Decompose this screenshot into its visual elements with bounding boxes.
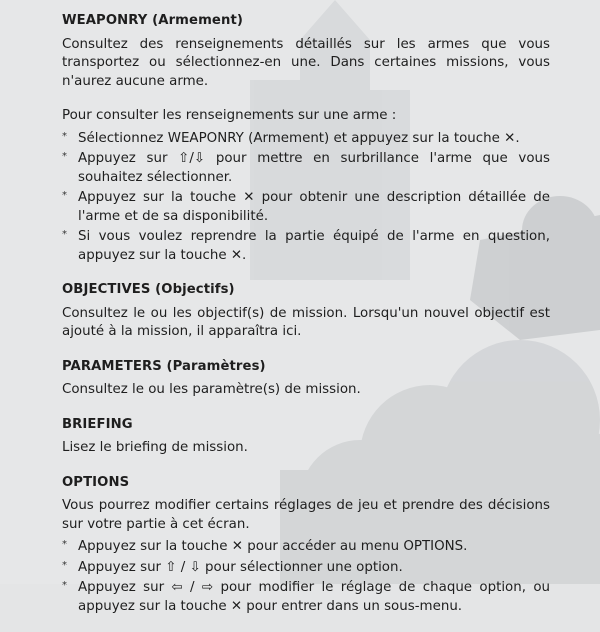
list-item	[62, 189, 550, 226]
weaponry-heading: WEAPONRY (Armement)	[62, 13, 243, 28]
parameters-text: Consultez le ou les paramètre(s) de mission.	[62, 382, 361, 397]
list-item	[62, 538, 550, 557]
list-item	[62, 130, 550, 149]
options-intro: Vous pourrez modifier certains réglages de jeu et prendre des décisions sur votre partie à cet écran.	[62, 498, 550, 532]
asterisk-icon: *	[62, 539, 67, 550]
asterisk-icon: *	[62, 559, 67, 571]
objectives-heading: OBJECTIVES (Objectifs)	[62, 282, 235, 297]
weaponry-lead: Pour consulter les renseignements sur une arme :	[62, 108, 397, 123]
asterisk-icon: *	[62, 130, 67, 142]
asterisk-icon: *	[62, 151, 67, 162]
parameters-heading: PARAMETERS (Paramètres)	[62, 358, 266, 374]
briefing-heading: BRIEFING	[62, 416, 133, 432]
step-text: Appuyez sur la touche ✕ pour accéder au menu OPTIONS.	[78, 539, 468, 554]
asterisk-icon: *	[62, 580, 67, 591]
weaponry-section	[62, 12, 550, 265]
options-section	[62, 474, 550, 617]
step-text: Appuyez sur la touche ✕ pour obtenir une description détaillée de l'arme et de sa disponibilité.	[78, 190, 550, 224]
step-text: Appuyez sur ⇦ / ⇨ pour modifier le réglage de chaque option, ou appuyez sur la touche ✕ pour entrer dans un sous-menu.	[78, 580, 550, 614]
options-steps	[62, 538, 550, 616]
weaponry-steps	[62, 130, 550, 266]
step-text: Appuyez sur ⇧ / ⇩ pour sélectionner une option.	[78, 559, 403, 575]
step-text: Appuyez sur ⇧/⇩ pour mettre en surbrillance l'arme que vous souhaitez sélectionner.	[78, 151, 550, 185]
step-text: Si vous voulez reprendre la partie équipé de l'arme en question, appuyez sur la touche ✕.	[78, 229, 550, 263]
list-item	[62, 150, 550, 187]
step-text: Sélectionnez WEAPONRY (Armement) et appuyez sur la touche ✕.	[78, 130, 520, 146]
list-item	[62, 228, 550, 265]
objectives-text: Consultez le ou les objectif(s) de mission. Lorsqu'un nouvel objectif est ajouté à la mission, il apparaîtra ici.	[62, 305, 550, 339]
options-heading: OPTIONS	[62, 474, 130, 490]
manual-page	[62, 12, 550, 632]
weaponry-intro: Consultez des renseignements détaillés sur les armes que vous transportez ou sélectionnez-en une. Dans certaines missions, vous n'aurez aucune arme.	[62, 36, 550, 89]
asterisk-icon: *	[62, 229, 67, 240]
objectives-section	[62, 281, 550, 342]
briefing-text: Lisez le briefing de mission.	[62, 440, 248, 455]
briefing-section	[62, 416, 550, 458]
list-item	[62, 559, 550, 578]
parameters-section	[62, 358, 550, 400]
list-item	[62, 579, 550, 616]
asterisk-icon: *	[62, 190, 67, 201]
